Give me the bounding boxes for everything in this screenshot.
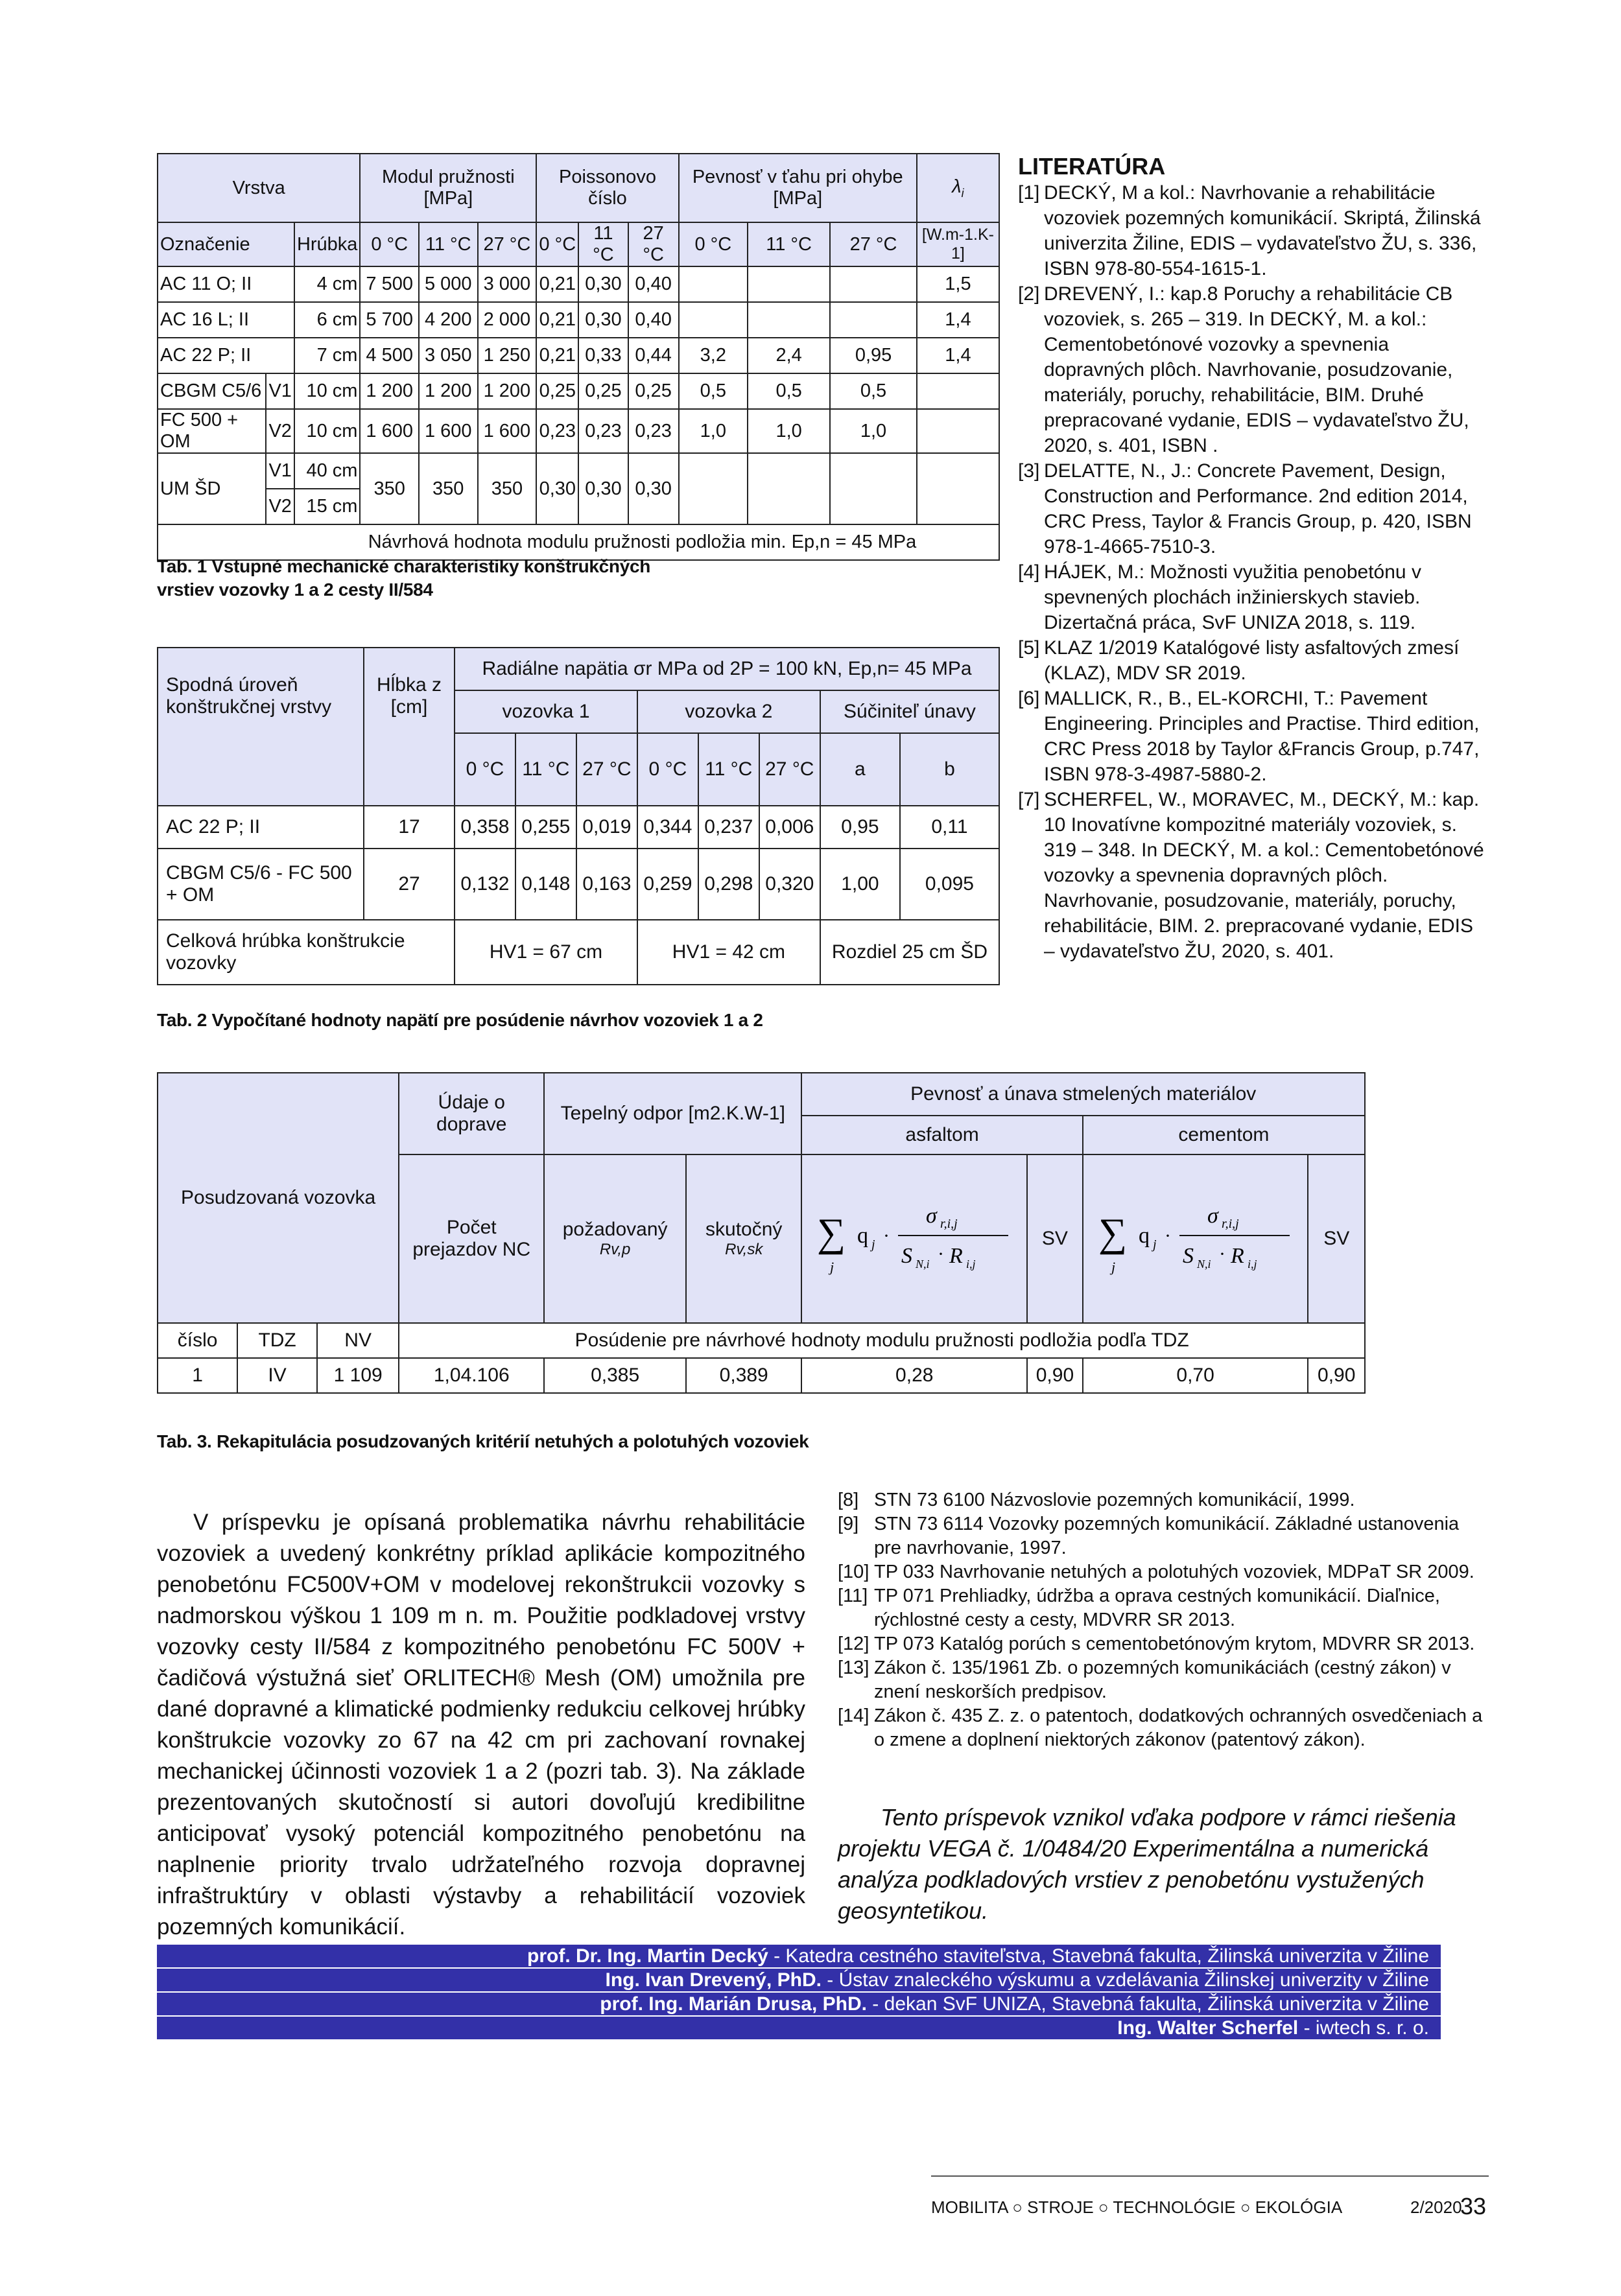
t2-cell: 0,320 bbox=[759, 849, 820, 920]
t3-sv-2: SV bbox=[1308, 1154, 1365, 1323]
author-line bbox=[157, 1945, 1441, 1969]
t2-head-vozovka1: vozovka 1 bbox=[455, 690, 637, 733]
t2-rozdiel: Rozdiel 25 cm ŠD bbox=[820, 920, 999, 985]
t1-layer-name: UM ŠD bbox=[158, 453, 266, 524]
t3-formula-asfalt bbox=[801, 1154, 1027, 1323]
literature-list-2 bbox=[838, 1488, 1486, 1752]
fatigue-formula-icon bbox=[810, 1188, 1018, 1285]
author-name: prof. Ing. Marián Drusa, PhD. bbox=[600, 1993, 867, 2015]
literature-text: DREVENÝ, I.: kap.8 Poruchy a rehabilitácie CB vozoviek, s. 265 – 319. In DECKÝ, M. a kol.: Cementobetónové vozovky a spevnenia dopravných plôch. Navrhovanie, posudzovanie, materiály, poruchy, rehabilitácie, BIM. Druhé prepracované vydanie, EDIS – vydavateľstvo ŽU, 2020, s. 401, ISBN . bbox=[1044, 283, 1469, 456]
t2-temp: 11 °C bbox=[515, 733, 576, 806]
literature-number: [10] bbox=[838, 1562, 870, 1582]
t2-hv1a: HV1 = 67 cm bbox=[455, 920, 637, 985]
literature-number: [5] bbox=[1018, 637, 1040, 659]
literature-item bbox=[838, 1656, 1486, 1704]
t1-cell bbox=[748, 302, 830, 338]
t1-cell: 3,2 bbox=[679, 338, 748, 373]
t1-cell: 7 500 bbox=[360, 266, 419, 302]
t3-head-udaje: Údaje o doprave bbox=[399, 1073, 544, 1154]
t2-cell: 1,00 bbox=[820, 849, 900, 920]
svg-text:j: j bbox=[871, 1237, 875, 1252]
t1-cell: 1 600 bbox=[419, 409, 478, 453]
svg-text:σ: σ bbox=[926, 1204, 938, 1228]
author-affiliation: dekan SvF UNIZA, Stavebná fakulta, Žilinská univerzita v Žiline bbox=[884, 1993, 1429, 2015]
t1-variant: V1 bbox=[266, 453, 294, 489]
t1-cell: 2 000 bbox=[478, 302, 537, 338]
literature-section bbox=[1018, 153, 1485, 964]
table-row bbox=[158, 806, 999, 849]
svg-text:q: q bbox=[1138, 1224, 1150, 1248]
t3-cell: 1,04.106 bbox=[399, 1358, 544, 1393]
svg-text:∑: ∑ bbox=[1098, 1211, 1127, 1255]
t1-cell: 0,25 bbox=[628, 373, 679, 409]
t1-cell: 0,23 bbox=[628, 409, 679, 453]
table-3-caption: Tab. 3. Rekapitulácia posudzovaných kritérií netuhých a polotuhých vozoviek bbox=[157, 1431, 809, 1451]
t2-total-label: Celková hrúbka konštrukcie vozovky bbox=[158, 920, 455, 985]
t3-cell: 0,28 bbox=[801, 1358, 1027, 1393]
t1-subheader bbox=[158, 222, 999, 266]
literature-list-1 bbox=[1018, 180, 1485, 964]
table-row bbox=[158, 409, 999, 453]
t3-cell: 1 bbox=[158, 1358, 237, 1393]
t1-variant: V1 bbox=[266, 373, 294, 409]
author-affiliation: Ústav znaleckého výskumu a vzdelávania Žilinskej univerzity v Žiline bbox=[838, 1969, 1429, 1991]
t1-cell bbox=[679, 266, 748, 302]
t2-head-vozovka2: vozovka 2 bbox=[637, 690, 820, 733]
t1-temp: 11 °C bbox=[748, 222, 830, 266]
t3-cell: 0,389 bbox=[686, 1358, 801, 1393]
t1-temp: 0 °C bbox=[360, 222, 419, 266]
t1-lambda: 1,5 bbox=[917, 266, 999, 302]
table-row bbox=[158, 302, 999, 338]
author-sep: - bbox=[821, 1969, 839, 1991]
t1-cell: 0,21 bbox=[536, 338, 578, 373]
t2-head-sucinitel: Súčiniteľ únavy bbox=[820, 690, 999, 733]
t1-temp: 27 °C bbox=[628, 222, 679, 266]
t1-cell: 350 bbox=[478, 453, 537, 524]
svg-text:i,j: i,j bbox=[966, 1258, 976, 1271]
literature-number: [1] bbox=[1018, 182, 1040, 204]
t3-head-cementom: cementom bbox=[1083, 1116, 1365, 1154]
t1-cell: 1 250 bbox=[478, 338, 537, 373]
svg-text:S: S bbox=[901, 1244, 913, 1268]
t1-cell: 0,95 bbox=[830, 338, 917, 373]
literature-title: LITERATÚRA bbox=[1018, 153, 1166, 180]
literature-item bbox=[838, 1512, 1486, 1560]
t1-variant: V2 bbox=[266, 489, 294, 524]
table-row bbox=[158, 453, 999, 489]
authors-box bbox=[157, 1945, 1441, 2041]
t1-cell: 3 050 bbox=[419, 338, 478, 373]
literature-text: TP 071 Prehliadky, údržba a oprava cestných komunikácií. Diaľnice, rýchlostné cesty a cesty, MDVRR SR 2013. bbox=[874, 1586, 1440, 1630]
t1-cell: 0,30 bbox=[628, 453, 679, 524]
t3-sv-1: SV bbox=[1027, 1154, 1083, 1323]
footer-rule bbox=[931, 2175, 1489, 2177]
literature-number: [12] bbox=[838, 1634, 870, 1654]
t2-cell: 0,298 bbox=[698, 849, 759, 920]
table-2-caption: Tab. 2 Vypočítané hodnoty napätí pre posúdenie návrhov vozoviek 1 a 2 bbox=[157, 1010, 763, 1030]
literature-text: DELATTE, N., J.: Concrete Pavement, Design, Construction and Performance. 2nd edition 2014, CRC Press, Taylor & Francis Group, p. 420, ISBN 978-1-4665-7510-3. bbox=[1044, 460, 1472, 557]
t1-cell-empty bbox=[830, 453, 917, 524]
t2-hv1b: HV1 = 42 cm bbox=[637, 920, 820, 985]
literature-item bbox=[1018, 458, 1485, 559]
t1-cell: 0,21 bbox=[536, 302, 578, 338]
t1-cell: 0,5 bbox=[830, 373, 917, 409]
t1-cell: 1 600 bbox=[360, 409, 419, 453]
table-1-caption: Tab. 1 Vstupné mechanické charakteristiky konštrukčných vrstiev vozovky 1 a 2 cesty II/584 bbox=[157, 556, 651, 600]
svg-text:R: R bbox=[1230, 1244, 1244, 1268]
t1-cell: 1,0 bbox=[679, 409, 748, 453]
t2-cell: 0,11 bbox=[900, 806, 999, 849]
t1-temp: 27 °C bbox=[830, 222, 917, 266]
author-affiliation: iwtech s. r. o. bbox=[1315, 2017, 1429, 2039]
svg-text:·: · bbox=[1164, 1225, 1171, 1247]
author-line bbox=[157, 2017, 1441, 2041]
t2-temp: 0 °C bbox=[637, 733, 698, 806]
svg-text:i,j: i,j bbox=[1247, 1258, 1257, 1271]
literature-number: [8] bbox=[838, 1490, 859, 1510]
t1-cell: 1 200 bbox=[360, 373, 419, 409]
table-1 bbox=[157, 153, 1000, 561]
author-sep: - bbox=[1298, 2017, 1316, 2039]
svg-text:N,i: N,i bbox=[916, 1258, 930, 1271]
t1-lambda bbox=[917, 409, 999, 453]
author-line bbox=[157, 1969, 1441, 1993]
t3-tdz: TDZ bbox=[237, 1323, 317, 1358]
t3-posudenie: Posúdenie pre návrhové hodnoty modulu pružnosti podložia podľa TDZ bbox=[399, 1323, 1365, 1358]
table-row bbox=[158, 373, 999, 409]
t1-cell-empty bbox=[679, 453, 748, 524]
literature-item bbox=[1018, 686, 1485, 787]
t2-cell: 0,95 bbox=[820, 806, 900, 849]
t1-cell: 0,30 bbox=[578, 453, 628, 524]
t2-head-napatia: Radiálne napätia σr MPa od 2P = 100 kN, Ep,n= 45 MPa bbox=[455, 648, 999, 690]
literature-number: [6] bbox=[1018, 688, 1040, 709]
literature-text: Zákon č. 135/1961 Zb. o pozemných komunikáciách (cestný zákon) v znení neskorších predpisov. bbox=[874, 1658, 1451, 1702]
svg-text:r,i,j: r,i,j bbox=[1221, 1217, 1239, 1231]
author-affiliation: Katedra cestného staviteľstva, Stavebná fakulta, Žilinská univerzita v Žiline bbox=[785, 1945, 1429, 1967]
t1-cell: 1,0 bbox=[830, 409, 917, 453]
t3-formula-cement bbox=[1083, 1154, 1308, 1323]
t1-lambda: 1,4 bbox=[917, 302, 999, 338]
t1-cell: 0,21 bbox=[536, 266, 578, 302]
literature-text: TP 033 Navrhovanie netuhých a polotuhých vozoviek, MDPaT SR 2009. bbox=[874, 1562, 1474, 1582]
t2-layer: CBGM C5/6 - FC 500 + OM bbox=[158, 849, 364, 920]
svg-text:N,i: N,i bbox=[1196, 1258, 1211, 1271]
literature-text: STN 73 6100 Názvoslovie pozemných komunikácií, 1999. bbox=[874, 1490, 1355, 1510]
t1-cell: 0,5 bbox=[748, 373, 830, 409]
t2-head-hlbka: Hĺbka z [cm] bbox=[364, 648, 455, 806]
t1-cell-empty bbox=[917, 453, 999, 524]
t3-head-posudzovana: Posudzovaná vozovka bbox=[158, 1073, 399, 1323]
t1-thickness: 40 cm bbox=[294, 453, 361, 489]
t1-cell: 1 200 bbox=[478, 373, 537, 409]
t1-head-pevnost: Pevnosť v ťahu pri ohybe [MPa] bbox=[679, 154, 917, 222]
t1-temp: 11 °C bbox=[419, 222, 478, 266]
t1-cell: 0,30 bbox=[578, 266, 628, 302]
t1-cell: 5 000 bbox=[419, 266, 478, 302]
t2-cell: 0,006 bbox=[759, 806, 820, 849]
literature-text: TP 073 Katalóg porúch s cementobetónovým krytom, MDVRR SR 2013. bbox=[874, 1634, 1475, 1654]
t1-thickness: 10 cm bbox=[294, 409, 361, 453]
t1-head-poisson: Poissonovo číslo bbox=[536, 154, 678, 222]
t1-variant: V2 bbox=[266, 409, 294, 453]
t1-layer-name: AC 16 L; II bbox=[158, 302, 294, 338]
table-row bbox=[158, 266, 999, 302]
t1-cell: 1 600 bbox=[478, 409, 537, 453]
table-3 bbox=[157, 1072, 1366, 1394]
t1-temp: 27 °C bbox=[478, 222, 537, 266]
t3-pocet: Počet prejazdov NC bbox=[399, 1154, 544, 1323]
t1-cell: 0,25 bbox=[536, 373, 578, 409]
t1-cell: 350 bbox=[419, 453, 478, 524]
fatigue-formula-icon bbox=[1092, 1188, 1299, 1285]
literature-item bbox=[838, 1584, 1486, 1632]
t1-cell bbox=[830, 302, 917, 338]
t3-cell: IV bbox=[237, 1358, 317, 1393]
t1-head-modul: Modul pružnosti [MPa] bbox=[360, 154, 536, 222]
t1-cell: 0,5 bbox=[679, 373, 748, 409]
literature-item bbox=[838, 1488, 1486, 1512]
literature-text: STN 73 6114 Vozovky pozemných komunikácií. Základné ustanovenia pre navrhovanie, 1997. bbox=[874, 1514, 1460, 1558]
t2-a: a bbox=[820, 733, 900, 806]
t2-cell: 0,255 bbox=[515, 806, 576, 849]
t1-cell: 350 bbox=[360, 453, 419, 524]
t1-layer-name: AC 22 P; II bbox=[158, 338, 294, 373]
literature-item bbox=[838, 1704, 1486, 1752]
literature-number: [13] bbox=[838, 1658, 870, 1678]
t3-head-tepelny: Tepelný odpor [m2.K.W-1] bbox=[544, 1073, 801, 1154]
literature-number: [11] bbox=[838, 1586, 868, 1606]
t1-cell: 0,33 bbox=[578, 338, 628, 373]
svg-text:S: S bbox=[1182, 1244, 1194, 1268]
t1-thickness: 4 cm bbox=[294, 266, 361, 302]
literature-item bbox=[1018, 635, 1485, 686]
literature-text: Zákon č. 435 Z. z. o patentoch, dodatkových ochranných osvedčeniach a o zmene a doplnení niektorých zákonov (patentový zákon). bbox=[874, 1705, 1483, 1750]
t1-cell: 2,4 bbox=[748, 338, 830, 373]
author-name: Ing. Ivan Drevený, PhD. bbox=[605, 1969, 822, 1991]
t2-cell: 0,148 bbox=[515, 849, 576, 920]
t3-cell: 0,70 bbox=[1083, 1358, 1308, 1393]
t2-cell: 0,237 bbox=[698, 806, 759, 849]
author-sep: - bbox=[768, 1945, 786, 1967]
t1-lambda: 1,4 bbox=[917, 338, 999, 373]
t3-skutocny: skutočný Rv,sk bbox=[686, 1154, 801, 1323]
t1-head-lambda: $\lambda_i$ bbox=[917, 154, 999, 222]
t3-head-asfaltom: asfaltom bbox=[801, 1116, 1082, 1154]
svg-text:σ: σ bbox=[1207, 1204, 1218, 1228]
literature-number: [2] bbox=[1018, 283, 1040, 305]
t1-head-vrstva: Vrstva bbox=[158, 154, 360, 222]
t1-cell bbox=[830, 266, 917, 302]
t1-cell: 0,30 bbox=[578, 302, 628, 338]
table-2 bbox=[157, 647, 1000, 985]
t1-cell: 5 700 bbox=[360, 302, 419, 338]
t1-cell: 0,40 bbox=[628, 302, 679, 338]
t1-layer-name: AC 11 O; II bbox=[158, 266, 294, 302]
literature-number: [3] bbox=[1018, 460, 1040, 482]
body-paragraph: V príspevku je opísaná problematika návrhu rehabilitácie vozoviek a uvedený konkrétny príklad aplikácie kompozitného penobetónu FC500V+OM v modelovej rekonštrukcii vozovky s nadmorskou výškou 1 109 m n. m. Použitie podkladovej vrstvy vozovky cesty II/584 z kompozitného penobetónu FC 500V + čadičová výstužná sieť ORLITECH® Mesh (OM) umožnila pre dané dopravné a klimatické podmienky redukciu celkovej hrúbky konštrukcie vozovky zo 67 na 42 cm pri zachovaní rovnakej mechanickej účinnosti vozoviek 1 a 2 (pozri tab. 3). Na základe prezentovaných skutočností si autori dovoľujú kredibilitne anticipovať vysoký potenciál kompozitného penobetónu na naplnenie priority trvalo udržateľného rozvoja dopravnej infraštruktúry v oblasti výstavby a rehabilitácií vozoviek pozemných komunikácií. bbox=[157, 1510, 805, 1939]
t1-cell: 1,0 bbox=[748, 409, 830, 453]
svg-text:j: j bbox=[830, 1259, 834, 1275]
t1-cell: 0,40 bbox=[628, 266, 679, 302]
t1-cell: 1 200 bbox=[419, 373, 478, 409]
svg-text:·: · bbox=[938, 1243, 945, 1265]
t2-cell: 0,095 bbox=[900, 849, 999, 920]
t2-depth: 17 bbox=[364, 806, 455, 849]
literature-item bbox=[1018, 559, 1485, 635]
t2-cell: 0,019 bbox=[576, 806, 637, 849]
t2-depth: 27 bbox=[364, 849, 455, 920]
t1-temp: 11 °C bbox=[578, 222, 628, 266]
t2-layer: AC 22 P; II bbox=[158, 806, 364, 849]
t2-temp: 0 °C bbox=[455, 733, 515, 806]
literature-number: [7] bbox=[1018, 789, 1040, 810]
literature-text: KLAZ 1/2019 Katalógové listy asfaltových zmesí (KLAZ), MDV SR 2019. bbox=[1044, 637, 1460, 684]
t1-unit: [W.m-1.K-1] bbox=[917, 222, 999, 266]
t3-cell: 0,90 bbox=[1027, 1358, 1083, 1393]
svg-text:q: q bbox=[857, 1224, 869, 1248]
svg-text:·: · bbox=[883, 1225, 890, 1247]
author-name: prof. Dr. Ing. Martin Decký bbox=[527, 1945, 768, 1967]
svg-text:R: R bbox=[949, 1244, 964, 1268]
t3-cislo: číslo bbox=[158, 1323, 237, 1358]
literature-number: [14] bbox=[838, 1705, 870, 1726]
author-sep: - bbox=[866, 1993, 884, 2015]
t1-hrubka: Hrúbka bbox=[294, 222, 361, 266]
footer-journal: MOBILITA ○ STROJE ○ TECHNOLÓGIE ○ EKOLÓGIA bbox=[931, 2197, 1343, 2217]
t3-nv: NV bbox=[317, 1323, 399, 1358]
author-name: Ing. Walter Scherfel bbox=[1117, 2017, 1299, 2039]
t2-cell: 0,259 bbox=[637, 849, 698, 920]
svg-text:j: j bbox=[1152, 1237, 1157, 1252]
svg-text:∑: ∑ bbox=[817, 1211, 846, 1255]
t2-cell: 0,132 bbox=[455, 849, 515, 920]
t3-cell: 0,385 bbox=[544, 1358, 686, 1393]
t1-thickness: 6 cm bbox=[294, 302, 361, 338]
t3-cell: 0,90 bbox=[1308, 1358, 1365, 1393]
t2-temp: 27 °C bbox=[759, 733, 820, 806]
literature-number: [9] bbox=[838, 1514, 859, 1534]
literature-number: [4] bbox=[1018, 561, 1040, 583]
literature-item bbox=[838, 1560, 1486, 1584]
t1-note: Návrhová hodnota modulu pružnosti podložia min. Ep,n = 45 MPa bbox=[158, 524, 999, 560]
t1-thickness: 7 cm bbox=[294, 338, 361, 373]
t1-cell: 3 000 bbox=[478, 266, 537, 302]
svg-text:r,i,j: r,i,j bbox=[940, 1217, 958, 1231]
t2-cell: 0,344 bbox=[637, 806, 698, 849]
literature-item bbox=[1018, 180, 1485, 281]
t1-cell: 4 500 bbox=[360, 338, 419, 373]
t1-cell: 0,25 bbox=[578, 373, 628, 409]
t2-cell: 0,163 bbox=[576, 849, 637, 920]
t1-temp: 0 °C bbox=[536, 222, 578, 266]
literature-item bbox=[1018, 787, 1485, 964]
svg-text:j: j bbox=[1111, 1259, 1115, 1275]
t1-temp: 0 °C bbox=[679, 222, 748, 266]
t3-head-pevnost: Pevnosť a únava stmelených materiálov bbox=[801, 1073, 1365, 1116]
page-number: 33 bbox=[1460, 2193, 1487, 2220]
svg-text:·: · bbox=[1218, 1243, 1225, 1265]
t1-cell: 0,44 bbox=[628, 338, 679, 373]
t1-cell-empty bbox=[748, 453, 830, 524]
literature-item bbox=[1018, 281, 1485, 458]
t2-head-uroven: Spodná úroveň konštrukčnej vrstvy bbox=[158, 648, 364, 806]
t2-cell: 0,358 bbox=[455, 806, 515, 849]
t1-cell: 0,23 bbox=[578, 409, 628, 453]
t1-cell: 0,30 bbox=[536, 453, 578, 524]
t1-oznacenie: Označenie bbox=[158, 222, 294, 266]
t2-temp: 11 °C bbox=[698, 733, 759, 806]
t2-b: b bbox=[900, 733, 999, 806]
literature-item bbox=[838, 1632, 1486, 1656]
t1-layer-name: FC 500 + OM bbox=[158, 409, 266, 453]
t1-cell bbox=[679, 302, 748, 338]
literature-text: HÁJEK, M.: Možnosti využitia penobetónu v spevnených plochách inžinierskych stavieb. Dizertačná práca, SvF UNIZA 2018, s. 119. bbox=[1044, 561, 1421, 633]
table-row bbox=[158, 338, 999, 373]
literature-text: SCHERFEL, W., MORAVEC, M., DECKÝ, M.: kap. 10 Inovatívne kompozitné materiály vozoviek, s. 319 – 348. In DECKÝ, M. a kol.: Cementobetónové vozovky a spevnenia dopravných plôch. Navrhovanie, posudzovanie, materiály, poruchy, rehabilitácie, BIM. 2. prepracované vydanie, EDIS – vydavateľstvo ŽU, 2020, s. 401. bbox=[1044, 789, 1484, 962]
acknowledgement: Tento príspevok vznikol vďaka podpore v rámci riešenia projektu VEGA č. 1/0484/20 Experimentálna a numerická analýza podkladových vrstiev z penobetónu vystužených geosyntetikou. bbox=[838, 1804, 1456, 1924]
t3-pozadovany: požadovaný Rv,p bbox=[544, 1154, 686, 1323]
literature-text: DECKÝ, M a kol.: Navrhovanie a rehabilitácie vozoviek pozemných komunikácií. Skriptá, Žilinská univerzita Žiline, EDIS – vydavateľstvo ŽU, s. 336, ISBN 978-80-554-1615-1. bbox=[1044, 182, 1481, 279]
t1-layer-name: CBGM C5/6 bbox=[158, 373, 266, 409]
author-line bbox=[157, 1993, 1441, 2017]
table-row bbox=[158, 849, 999, 920]
t1-thickness: 10 cm bbox=[294, 373, 361, 409]
t1-thickness: 15 cm bbox=[294, 489, 361, 524]
t1-cell: 4 200 bbox=[419, 302, 478, 338]
literature-text: MALLICK, R., B., EL-KORCHI, T.: Pavement Engineering. Principles and Practise. Third edition, CRC Press 2018 by Taylor &Francis Group, p.747, ISBN 978-3-4987-5880-2. bbox=[1044, 688, 1480, 785]
t1-cell bbox=[748, 266, 830, 302]
t3-cell: 1 109 bbox=[317, 1358, 399, 1393]
t1-lambda bbox=[917, 373, 999, 409]
footer-issue: 2/2020 bbox=[1410, 2197, 1462, 2217]
t2-temp: 27 °C bbox=[576, 733, 637, 806]
t1-cell: 0,23 bbox=[536, 409, 578, 453]
